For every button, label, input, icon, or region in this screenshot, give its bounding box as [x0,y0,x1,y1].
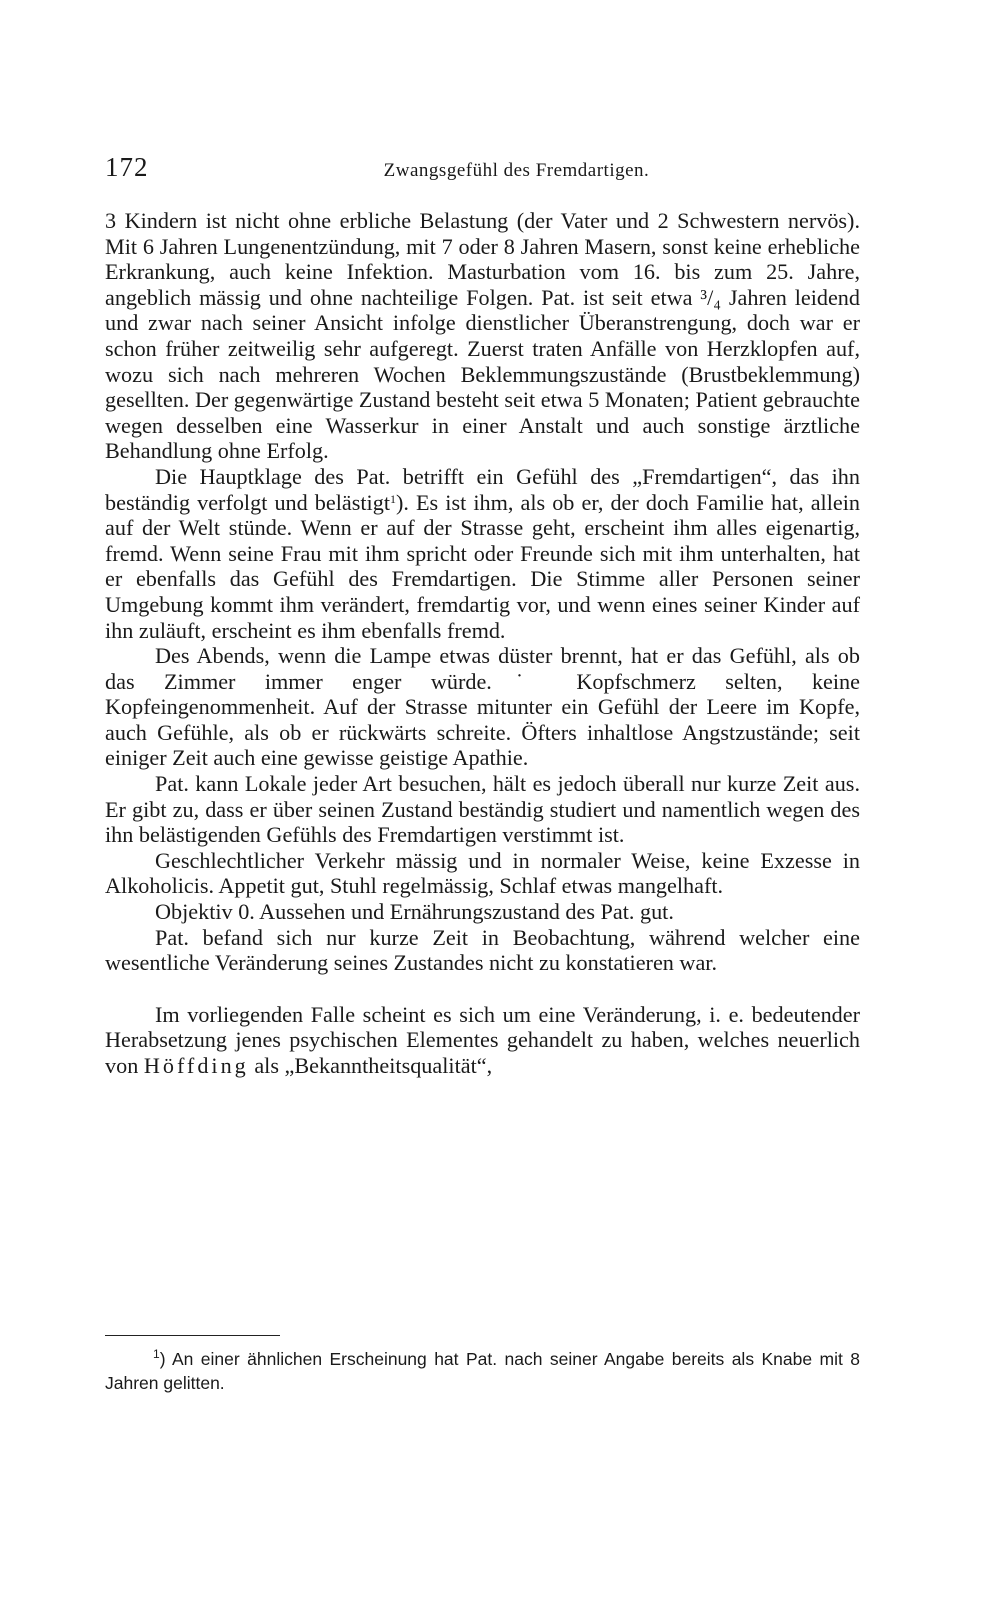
author-name: Höffding [143,1053,249,1078]
paragraph-history: 3 Kindern ist nicht ohne erbliche Belastung (der Vater und 2 Schwestern nervös). Mit 6 Jahren Lungenentzündung, mit 7 oder 8 Jahren Masern, sonst keine erhebliche Erkrankung, auch keine Infektion. Masturbation vom 16. bis zum 25. Jahre, angeblich mässig und ohne nachteilige Folgen. Pat. ist seit etwa ³/₄ Jahren leidend und zwar nach seiner Ansicht infolge dienstlicher Überanstrengung, doch war er schon früher zeitweilig sehr aufgeregt. Zuerst traten Anfälle von Herzklopfen auf, wozu sich nach mehreren Wochen Beklemmungszustände (Brustbeklemmung) gesellten. Der gegenwärtige Zustand besteht seit etwa 5 Monaten; Patient gebrauchte wegen desselben eine Wasserkur in einer Anstalt und auch sonstige ärztliche Behandlung ohne Erfolg. [105,208,860,464]
running-title: Zwangsgefühl des Fremdartigen. [383,160,650,181]
paragraph-evening-symptoms: Des Abends, wenn die Lampe etwas düster brennt, hat er das Gefühl, als ob das Zimmer immer enger würde.˙ Kopfschmerz selten, keine Kopfeingenommenheit. Auf der Strasse mitunter ein Gefühl der Leere im Kopfe, auch Gefühle, als ob er rückwärts schreite. Öfters inhaltlose Angstzustände; seit einiger Zeit auch eine gewisse geistige Apathie. [105,643,860,771]
paragraph-social-behaviour: Pat. kann Lokale jeder Art besuchen, hält es jedoch überall nur kurze Zeit aus. Er gibt zu, dass er über seinen Zustand beständig studiert und namentlich wegen des ihn belästigenden Gefühls des Fremdartigen verstimmt ist. [105,771,860,848]
paragraph-observation: Pat. befand sich nur kurze Zeit in Beobachtung, während welcher eine wesentliche Veränderung seines Zustandes nicht zu konstatieren war. [105,924,860,976]
body-text [105,208,860,1079]
paragraph-habits: Geschlechtlicher Verkehr mässig und in normaler Weise, keine Exzesse in Alkoholicis. Appetit gut, Stuhl regelmässig, Schlaf etwas mangelhaft. [105,847,860,899]
paragraph-objective-findings: Objektiv 0. Aussehen und Ernährungszustand des Pat. gut. [155,899,674,925]
discussion-text-continued: als „Bekanntheitsqualität“, [248,1053,493,1078]
paragraph-discussion [105,1002,860,1079]
footnote-marker: 1 [153,1347,160,1361]
footnote-divider [105,1335,280,1336]
complaint-text: Die Hauptklage des Pat. betrifft ein Gefühl des „Fremdartigen“, das ihn beständig verfolgt und belästigt [105,463,860,515]
paragraph-main-complaint [105,464,860,643]
discussion-text: Im vorliegenden Falle scheint es sich um eine Veränderung, i. e. bedeutender Herabsetzung jenes psychischen Elementes gehandelt zu haben, welches neuerlich von [105,1001,860,1078]
footnote [105,1347,860,1395]
page-header [105,152,888,192]
section-gap [105,976,860,1002]
page-number: 172 [105,152,149,182]
complaint-text-continued: ). Es ist ihm, als ob er, der doch Familie hat, allein auf der Welt stünde. Wenn er auf der Strasse geht, erscheint ihm alles eigenartig, fremd. Wenn seine Frau mit ihm spricht oder Freunde sich mit ihm unterhalten, hat er ebenfalls das Gefühl des Fremdartigen. Die Stimme aller Personen seiner Umgebung kommt ihm verändert, fremdartig vor, und wenn eines seiner Kinder auf ihn zuläuft, erscheint es ihm ebenfalls fremd. [105,489,860,643]
footnote-text: ) An einer ähnlichen Erscheinung hat Pat. nach seiner Angabe bereits als Knabe mit 8 Jahren gelitten. [105,1349,860,1393]
footnote-reference: 1 [389,491,396,506]
